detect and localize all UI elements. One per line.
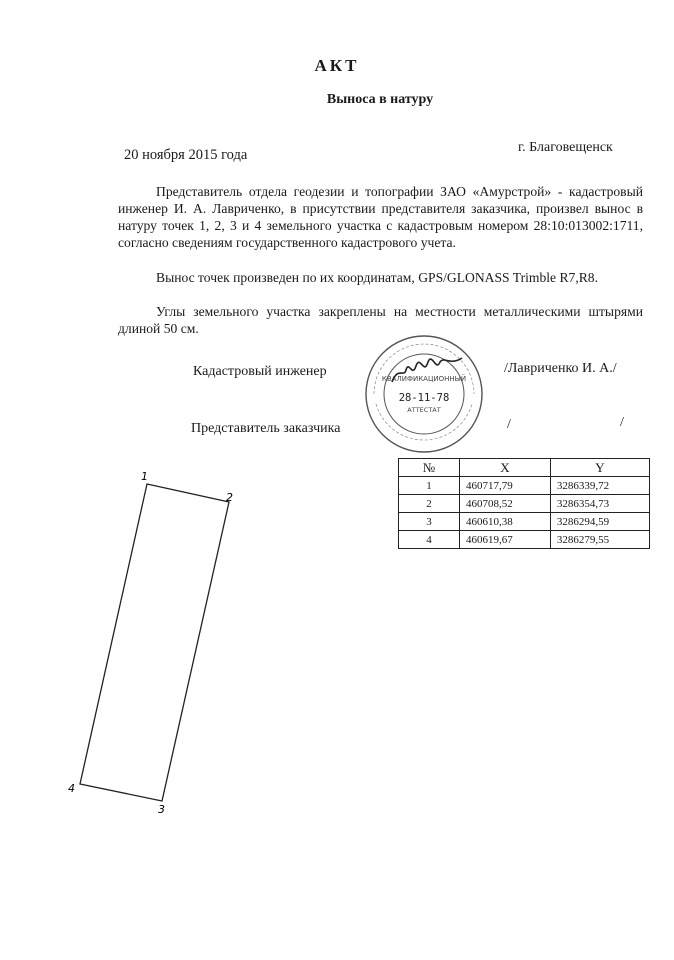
parcel-outline bbox=[80, 484, 229, 801]
table-header-row bbox=[399, 459, 650, 477]
point-label-3: 3 bbox=[158, 803, 165, 816]
cell-y: 3286279,55 bbox=[550, 531, 649, 549]
cell-x: 460717,79 bbox=[460, 477, 551, 495]
cell-x: 460708,52 bbox=[460, 495, 551, 513]
cell-x: 460619,67 bbox=[460, 531, 551, 549]
header-x: X bbox=[460, 459, 551, 477]
table-row bbox=[399, 513, 650, 531]
point-label-2: 2 bbox=[226, 491, 233, 504]
official-seal bbox=[354, 332, 494, 462]
cell-number: 1 bbox=[399, 477, 460, 495]
engineer-label: Кадастровый инженер bbox=[193, 364, 327, 379]
paragraph-2: Вынос точек произведен по их координатам, GPS/GLONASS Trimble R7,R8. bbox=[156, 270, 598, 285]
document-title: АКТ bbox=[314, 56, 360, 75]
cell-number: 3 bbox=[399, 513, 460, 531]
coordinates-table bbox=[398, 458, 650, 549]
seal-top-line: КВАЛИФИКАЦИОННЫЙ bbox=[381, 375, 467, 383]
seal-bottom-line: АТТЕСТАТ bbox=[407, 406, 441, 414]
cell-number: 4 bbox=[399, 531, 460, 549]
cell-y: 3286339,72 bbox=[550, 477, 649, 495]
cell-y: 3286294,59 bbox=[550, 513, 649, 531]
seal-number: 28-11-78 bbox=[398, 392, 450, 404]
document-date: 20 ноября 2015 года bbox=[124, 147, 248, 163]
cell-number: 2 bbox=[399, 495, 460, 513]
header-number: № bbox=[399, 459, 460, 477]
paragraph-1: Представитель отдела геодезии и топографии ЗАО «Амурстрой» - кадастровый инженер И. А. Лавриченко, в присутствии представителя заказчика, произвел вынос в натуру точек 1, 2, 3 и 4 земельного участка с кадастровым номером 28:10:013002:1711, согласно сведениям государственного кадастрового учета. bbox=[118, 184, 643, 250]
document-city: г. Благовещенск bbox=[518, 140, 613, 155]
cell-x: 460610,38 bbox=[460, 513, 551, 531]
customer-signature-slash-right: / bbox=[620, 415, 624, 430]
paragraph-3: Углы земельного участка закреплены на местности металлическими штырями длиной 50 см. bbox=[118, 304, 643, 336]
cell-y: 3286354,73 bbox=[550, 495, 649, 513]
engineer-name: /Лавриченко И. А./ bbox=[504, 361, 617, 376]
table-row bbox=[399, 531, 650, 549]
customer-signature-slash-left: / bbox=[507, 417, 511, 432]
table-row bbox=[399, 477, 650, 495]
point-label-4: 4 bbox=[68, 782, 75, 795]
point-label-1: 1 bbox=[141, 470, 148, 483]
document-subtitle: Выноса в натуру bbox=[326, 92, 434, 107]
header-y: Y bbox=[550, 459, 649, 477]
customer-label: Представитель заказчика bbox=[191, 421, 341, 436]
table-row bbox=[399, 495, 650, 513]
